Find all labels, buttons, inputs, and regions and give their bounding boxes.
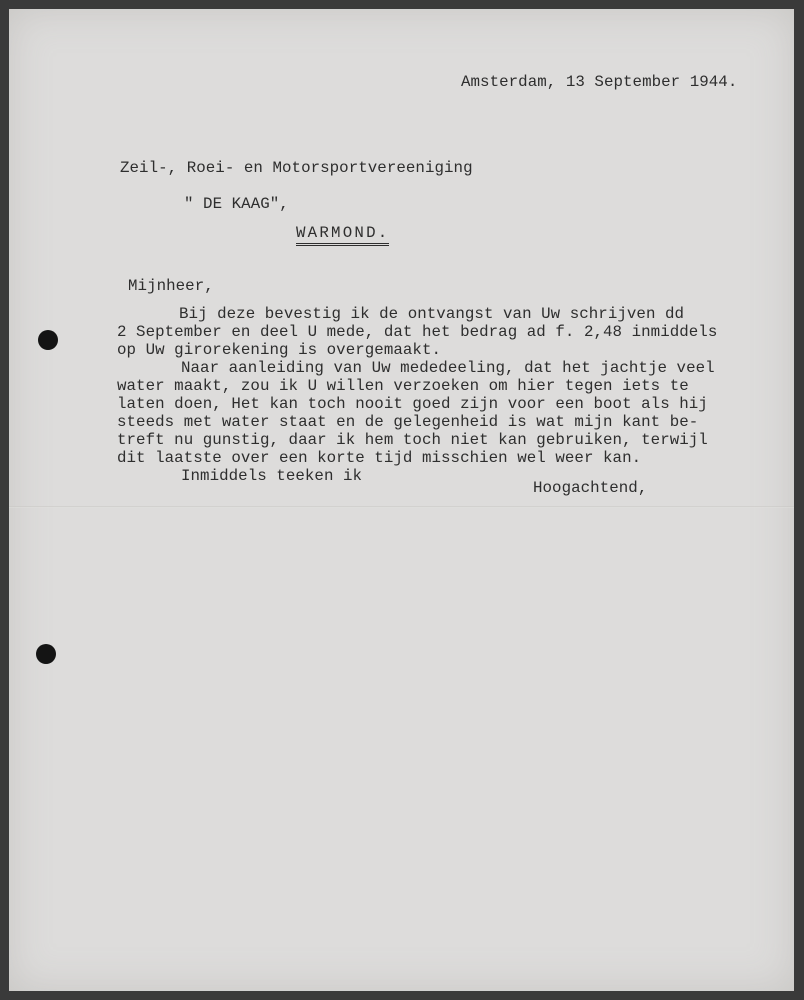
body-line: dit laatste over een korte tijd misschien wel weer kan. — [117, 449, 642, 467]
body-line: laten doen, Het kan toch nooit goed zijn voor een boot als hij — [117, 395, 708, 413]
body-line: Naar aanleiding van Uw mededeeling, dat het jachtje veel — [181, 359, 715, 377]
punch-hole-bottom — [36, 644, 56, 664]
paper-fold-line — [9, 506, 794, 508]
closing: Hoogachtend, — [533, 479, 648, 497]
body-line: Inmiddels teeken ik — [181, 467, 363, 485]
body-line: steeds met water staat en de gelegenheid is wat mijn kant be- — [117, 413, 699, 431]
recipient-city: WARMOND. — [296, 224, 389, 246]
recipient-club-name: Zeil-, Roei- en Motorsportvereeniging — [120, 159, 473, 177]
body-line: Bij deze bevestig ik de ontvangst van Uw schrijven dd — [179, 305, 685, 323]
letter-date: Amsterdam, 13 September 1944. — [461, 73, 738, 91]
salutation: Mijnheer, — [128, 277, 214, 295]
letter-page — [9, 9, 794, 991]
recipient-club-short: " DE KAAG", — [184, 195, 289, 213]
body-line: 2 September en deel U mede, dat het bedrag ad f. 2,48 inmiddels — [117, 323, 718, 341]
body-line: water maakt, zou ik U willen verzoeken om hier tegen iets te — [117, 377, 689, 395]
punch-hole-top — [38, 330, 58, 350]
body-line: treft nu gunstig, daar ik hem toch niet kan gebruiken, terwijl — [117, 431, 708, 449]
body-line: op Uw girorekening is overgemaakt. — [117, 341, 442, 359]
